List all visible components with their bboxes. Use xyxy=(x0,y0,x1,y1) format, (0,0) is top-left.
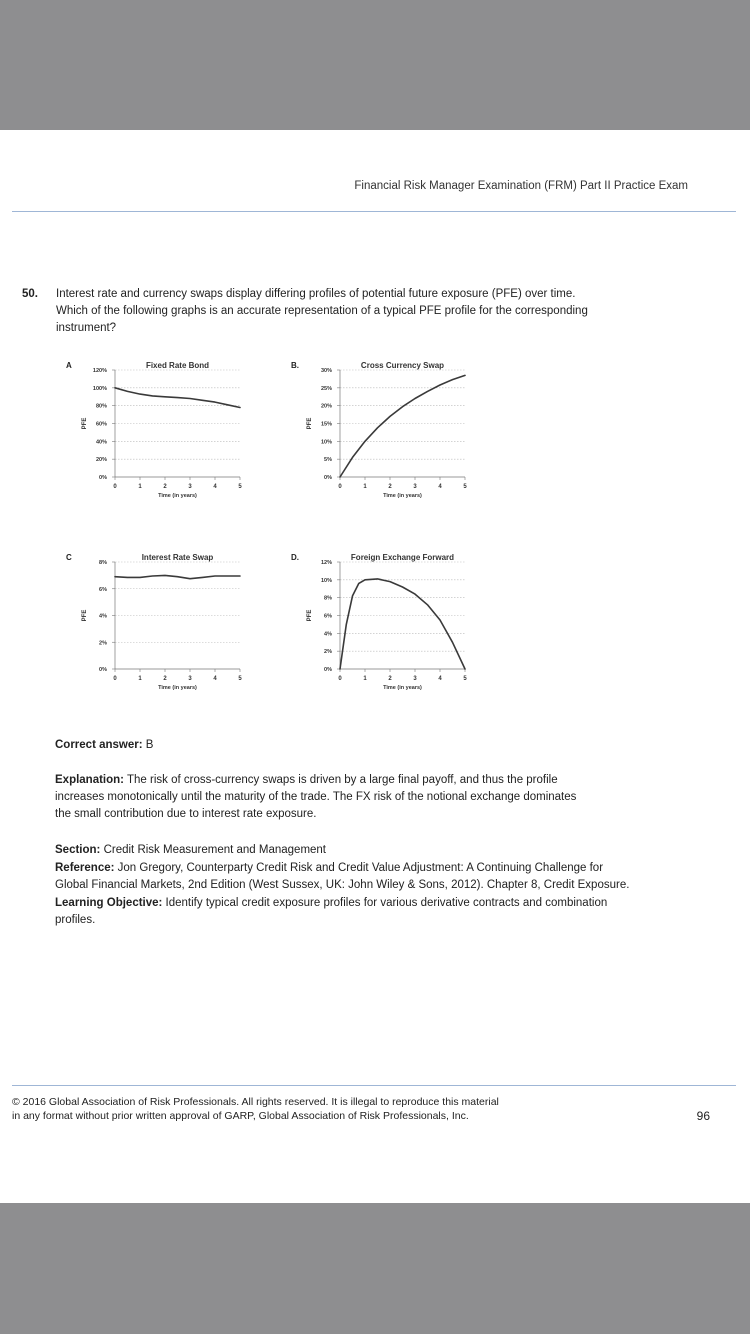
reference-label: Reference: xyxy=(55,861,115,874)
document-page xyxy=(0,130,750,1203)
y-axis-label: PFE xyxy=(307,417,313,430)
copyright-notice xyxy=(12,1095,632,1123)
x-tick-label: 0 xyxy=(338,676,342,682)
y-tick-label: 8% xyxy=(324,595,332,602)
series-line xyxy=(340,375,465,477)
answer-label: Correct answer: xyxy=(55,739,143,751)
y-tick-label: 10% xyxy=(320,577,332,584)
x-tick-label: 1 xyxy=(138,676,142,682)
top-margin xyxy=(0,0,750,130)
chart-letter: D. xyxy=(291,553,299,562)
x-axis-label: Time (in years) xyxy=(158,685,197,691)
series-line xyxy=(115,575,240,578)
reference-line: Global Financial Markets, 2nd Edition (West Sussex, UK: John Wiley & Sons, 2012). Chapter 8, Credit Exposure. xyxy=(55,879,630,891)
chart-svg xyxy=(60,360,260,530)
question-line: instrument? xyxy=(56,322,117,334)
x-axis-label: Time (in years) xyxy=(383,685,422,691)
explanation-line: the small contribution due to interest rate exposure. xyxy=(55,808,317,820)
y-axis-label: PFE xyxy=(82,417,88,430)
explanation-line: increases monotonically until the maturity of the trade. The FX risk of the notional exchange dominates xyxy=(55,791,577,803)
chart-c xyxy=(60,552,260,722)
y-tick-label: 5% xyxy=(324,457,332,464)
y-tick-label: 8% xyxy=(99,560,107,566)
explanation-line: The risk of cross-currency swaps is driven by a large final payoff, and thus the profile xyxy=(124,774,558,786)
y-tick-label: 60% xyxy=(95,421,107,428)
x-tick-label: 5 xyxy=(463,676,467,682)
y-tick-label: 2% xyxy=(324,649,332,656)
x-tick-label: 5 xyxy=(238,484,242,490)
y-tick-label: 0% xyxy=(99,667,107,673)
x-tick-label: 4 xyxy=(213,676,217,682)
chart-b xyxy=(285,360,485,530)
x-tick-label: 4 xyxy=(213,484,217,490)
chart-svg xyxy=(285,552,485,722)
page-number: 96 xyxy=(696,1109,710,1123)
y-tick-label: 0% xyxy=(324,475,332,481)
y-tick-label: 6% xyxy=(99,586,107,593)
x-tick-label: 0 xyxy=(113,484,117,490)
x-axis-label: Time (in years) xyxy=(383,493,422,499)
bottom-margin xyxy=(0,1203,750,1334)
chart-title: Fixed Rate Bond xyxy=(145,361,210,370)
objective-line: profiles. xyxy=(55,914,96,926)
x-tick-label: 3 xyxy=(188,676,192,682)
y-tick-label: 10% xyxy=(320,439,332,446)
section-label: Section: xyxy=(55,844,101,856)
question-line: Interest rate and currency swaps display differing profiles of potential future exposure (PFE) over time. xyxy=(56,288,576,300)
x-tick-label: 0 xyxy=(113,676,117,682)
y-tick-label: 15% xyxy=(320,421,332,428)
x-tick-label: 0 xyxy=(338,484,342,490)
y-tick-label: 100% xyxy=(92,385,107,392)
y-tick-label: 25% xyxy=(320,385,332,392)
chart-letter: A xyxy=(66,361,72,370)
x-tick-label: 3 xyxy=(413,484,417,490)
x-tick-label: 1 xyxy=(138,484,142,490)
y-tick-label: 20% xyxy=(320,403,332,410)
objective-label: Learning Objective: xyxy=(55,896,163,909)
chart-letter: B. xyxy=(291,361,299,370)
x-tick-label: 4 xyxy=(438,484,442,490)
y-axis-label: PFE xyxy=(307,609,313,622)
question-number: 50. xyxy=(22,288,38,300)
reference-line: Jon Gregory, Counterparty Credit Risk and Credit Value Adjustment: A Continuing Challenge for xyxy=(114,861,604,874)
question-line: Which of the following graphs is an accurate representation of a typical PFE profile for the corresponding xyxy=(56,305,588,317)
chart-d xyxy=(285,552,485,722)
correct-answer xyxy=(55,739,153,751)
x-tick-label: 3 xyxy=(413,676,417,682)
chart-svg xyxy=(60,552,260,722)
question-text xyxy=(56,286,686,337)
header-divider xyxy=(12,211,736,212)
y-tick-label: 20% xyxy=(95,457,107,464)
chart-letter: C xyxy=(66,553,72,562)
answer-value: B xyxy=(145,739,154,751)
chart-svg xyxy=(285,360,485,530)
y-tick-label: 6% xyxy=(324,613,332,620)
x-tick-label: 2 xyxy=(163,484,167,490)
x-tick-label: 2 xyxy=(388,676,392,682)
explanation-label: Explanation: xyxy=(55,774,125,786)
chart-title: Cross Currency Swap xyxy=(360,361,445,370)
reference-block xyxy=(55,842,705,930)
chart-a xyxy=(60,360,260,530)
y-tick-label: 12% xyxy=(320,560,332,566)
x-tick-label: 1 xyxy=(363,676,367,682)
x-tick-label: 2 xyxy=(163,676,167,682)
y-tick-label: 4% xyxy=(324,631,332,638)
y-tick-label: 120% xyxy=(92,368,107,374)
y-axis-label: PFE xyxy=(82,609,88,622)
copyright-line: © 2016 Global Association of Risk Professionals. All rights reserved. It is illegal to reproduce this material xyxy=(12,1096,499,1108)
x-axis-label: Time (in years) xyxy=(158,493,197,499)
x-tick-label: 3 xyxy=(188,484,192,490)
y-tick-label: 2% xyxy=(99,640,107,647)
page-header: Financial Risk Manager Examination (FRM) Part II Practice Exam xyxy=(354,180,688,192)
chart-title: Foreign Exchange Forward xyxy=(350,553,455,562)
section-text: Credit Risk Measurement and Management xyxy=(100,844,327,856)
x-tick-label: 5 xyxy=(238,676,242,682)
y-tick-label: 4% xyxy=(99,613,107,620)
x-tick-label: 4 xyxy=(438,676,442,682)
footer-divider xyxy=(12,1085,736,1086)
x-tick-label: 2 xyxy=(388,484,392,490)
series-line xyxy=(340,579,465,669)
copyright-line: in any format without prior written approval of GARP, Global Association of Risk Professionals, Inc. xyxy=(12,1110,469,1122)
explanation xyxy=(55,772,695,823)
y-tick-label: 30% xyxy=(320,368,332,374)
y-tick-label: 40% xyxy=(95,439,107,446)
x-tick-label: 1 xyxy=(363,484,367,490)
chart-title: Interest Rate Swap xyxy=(141,553,214,562)
series-line xyxy=(115,388,240,408)
y-tick-label: 80% xyxy=(95,403,107,410)
y-tick-label: 0% xyxy=(324,667,332,673)
y-tick-label: 0% xyxy=(99,475,107,481)
objective-line: Identify typical credit exposure profiles for various derivative contracts and combination xyxy=(162,896,608,909)
x-tick-label: 5 xyxy=(463,484,467,490)
